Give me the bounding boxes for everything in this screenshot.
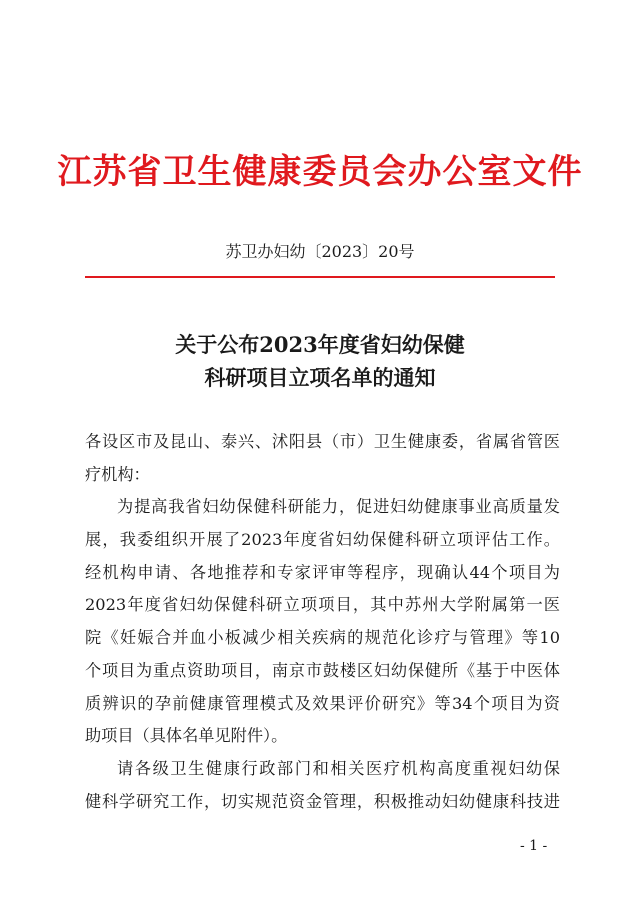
body-line: 各设区市及昆山、泰兴、沭阳县（市）卫生健康委，省属省管医 [85, 432, 560, 451]
notice-title-line-2: 科研项目立项名单的通知 [204, 365, 436, 390]
body-line: 为提高我省妇幼保健科研能力，促进妇幼健康事业高质量发 [117, 497, 560, 517]
document-number: 苏卫办妇幼〔2023〕20号 [225, 242, 415, 261]
notice-body [85, 426, 560, 818]
body-line: 经机构申请、各地推荐和专家评审等程序，现确认44个项目为 [85, 562, 560, 582]
page-number: - 1 - [520, 838, 548, 854]
notice-title [0, 328, 640, 394]
notice-title-line-1: 关于公布2023年度省妇幼保健 [175, 332, 465, 357]
issuing-authority-header: 江苏省卫生健康委员会办公室文件 [57, 152, 583, 192]
body-line: 请各级卫生健康行政部门和相关医疗机构高度重视妇幼保 [117, 758, 560, 778]
red-divider-line [85, 276, 555, 278]
body-line: 展，我委组织开展了2023年度省妇幼保健科研立项评估工作。 [85, 530, 560, 550]
body-line: 健科学研究工作，切实规范资金管理，积极推动妇幼健康科技进 [85, 791, 560, 811]
body-line: 2023年度省妇幼保健科研立项项目，其中苏州大学附属第一医 [85, 595, 560, 615]
body-line: 助项目（具体名单见附件）。 [85, 726, 288, 746]
body-line: 个项目为重点资助项目，南京市鼓楼区妇幼保健所《基于中医体 [85, 660, 560, 680]
body-line: 疗机构： [85, 464, 150, 484]
body-line: 院《妊娠合并血小板减少相关疾病的规范化诊疗与管理》等10 [85, 628, 560, 648]
body-line: 质辨识的孕前健康管理模式及效果评价研究》等34个项目为资 [85, 693, 560, 713]
